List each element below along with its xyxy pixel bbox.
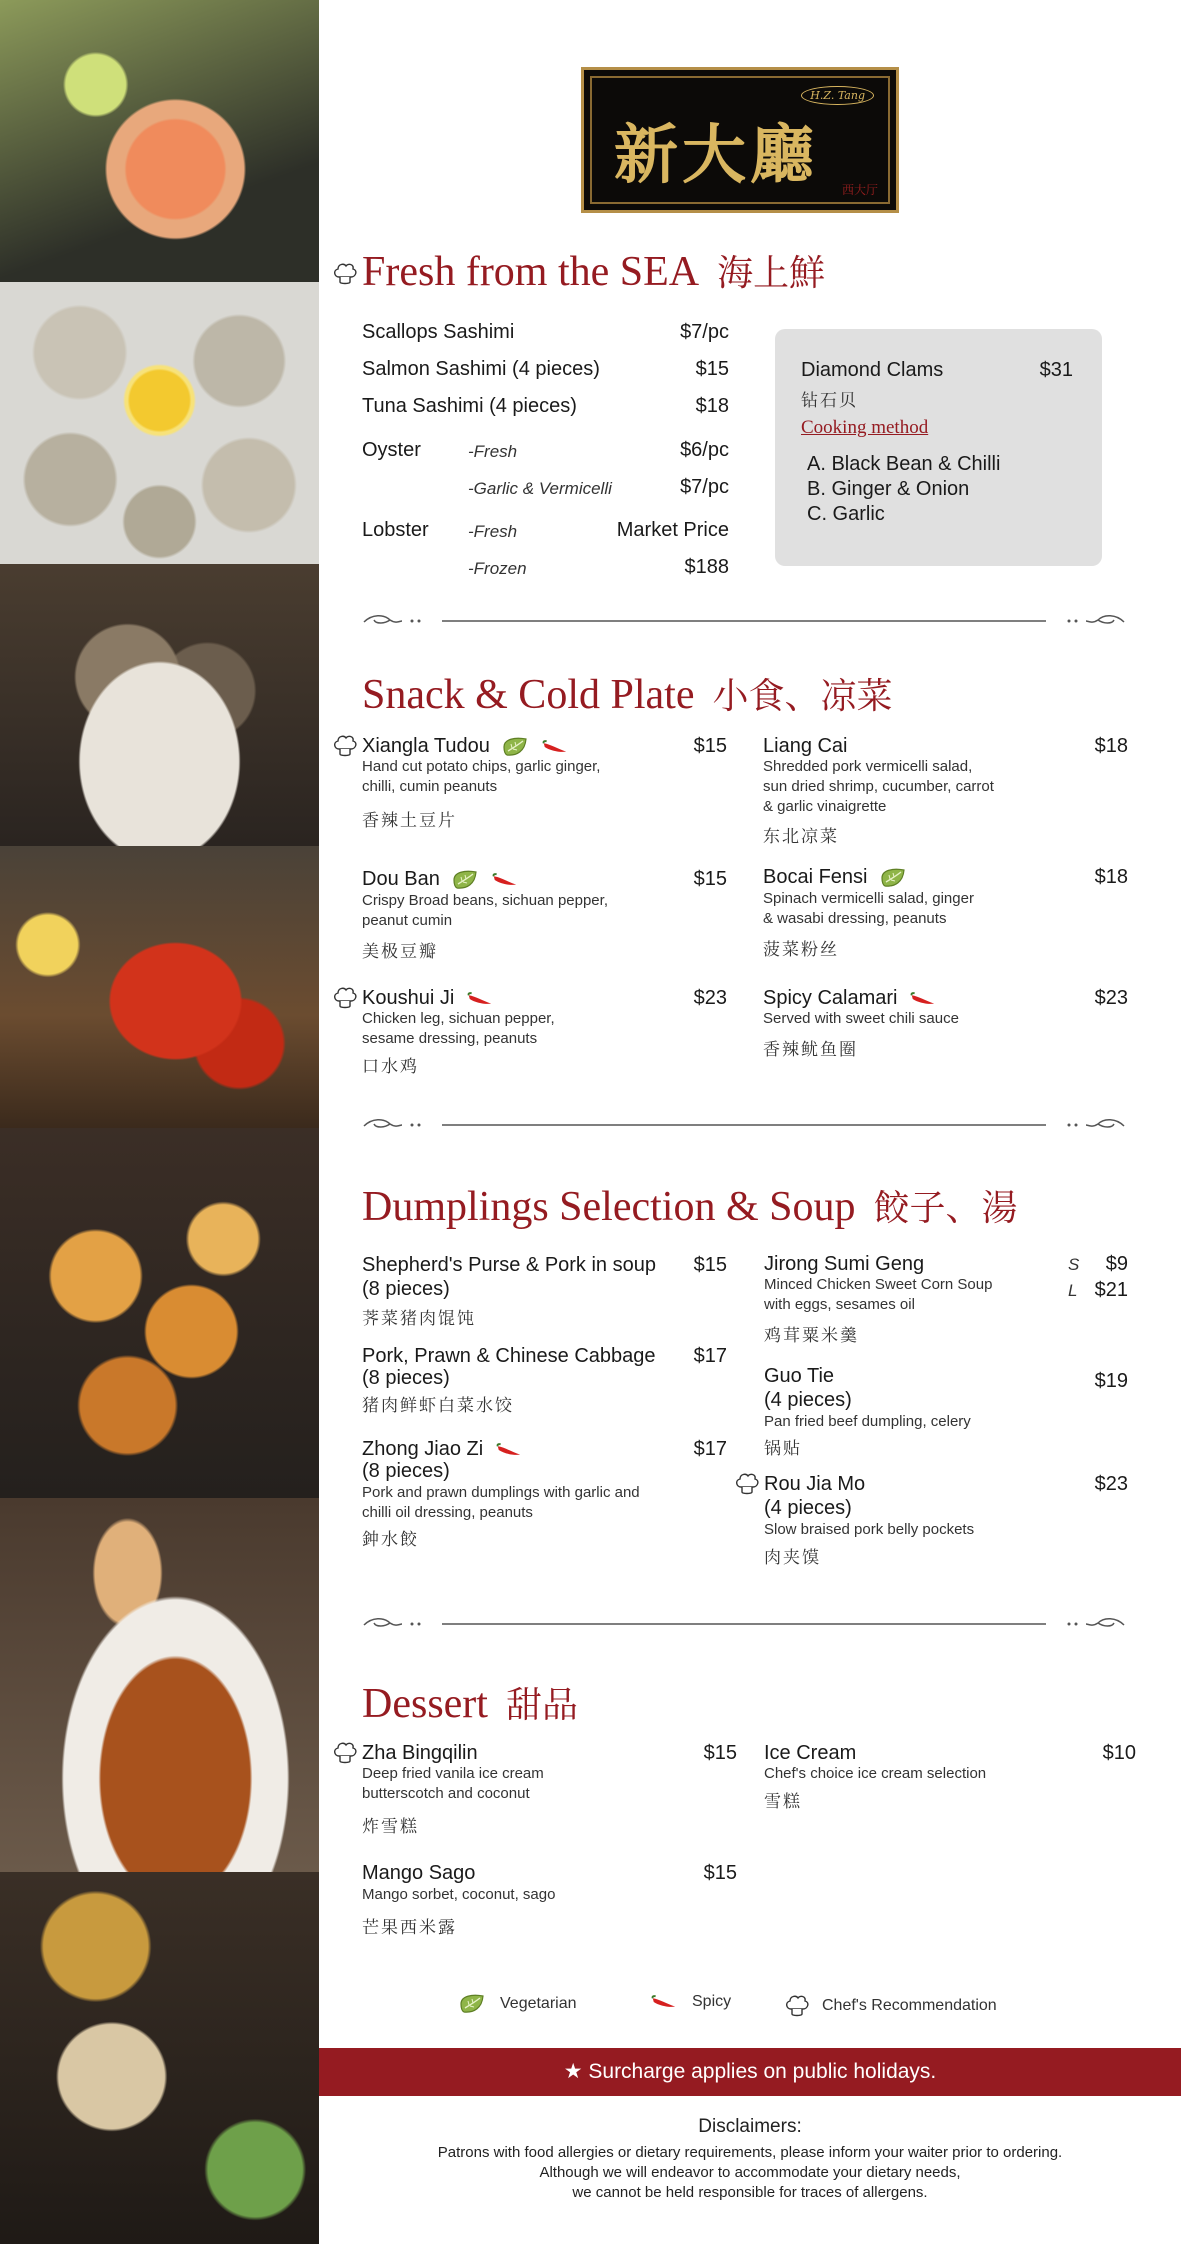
logo-signature: H.Z. Tang <box>801 86 874 105</box>
item-name-zh: 肉夹馍 <box>764 1548 821 1568</box>
vegetarian-leaf-icon <box>458 1993 486 2015</box>
size-label: L <box>1068 1281 1078 1300</box>
item-name-zh: 香辣鱿鱼圈 <box>763 1040 858 1060</box>
item-name: Zha Bingqilin <box>362 1742 478 1764</box>
option-label: -Fresh <box>468 522 518 541</box>
menu-item: Bocai Fensi <box>763 866 907 889</box>
photo-clams <box>0 564 319 846</box>
chili-pepper-icon <box>491 872 519 888</box>
item-portion: (4 pieces) <box>764 1497 852 1519</box>
item-description: Served with sweet chili sauce <box>763 1010 959 1027</box>
item-price: $18 <box>695 395 729 417</box>
photo-potato-chips <box>0 1128 319 1498</box>
chef-hat-icon <box>332 261 358 287</box>
cooking-method-option: A. Black Bean & Chilli <box>807 453 1001 475</box>
item-description: peanut cumin <box>362 912 453 929</box>
chef-hat-icon <box>332 1740 358 1766</box>
cooking-method-option: C. Garlic <box>807 503 885 525</box>
item-price: $17 <box>693 1438 727 1460</box>
section-title-dessert: Dessert 甜品 <box>362 1681 578 1727</box>
item-price: $18 <box>1094 866 1128 888</box>
item-name: Jirong Sumi Geng <box>764 1253 925 1275</box>
item-name-zh: 鸡茸粟米羹 <box>764 1326 859 1346</box>
item-name-zh: 荠菜猪肉馄饨 <box>362 1309 476 1329</box>
chili-pepper-icon <box>495 1442 523 1458</box>
item-price: $19 <box>1094 1370 1128 1392</box>
item-price: $31 <box>1039 359 1073 381</box>
section-divider <box>362 606 1126 636</box>
item-name: Tuna Sashimi (4 pieces) <box>362 395 577 417</box>
vegetarian-leaf-icon <box>501 736 529 758</box>
item-name-lobster: Lobster <box>362 519 429 541</box>
cooking-method-label: Cooking method <box>801 417 929 438</box>
item-price: $23 <box>693 987 727 1009</box>
item-description: Mango sorbet, coconut, sago <box>362 1886 556 1903</box>
item-name-zh: 锅贴 <box>764 1439 802 1459</box>
chef-hat-icon <box>734 1471 760 1497</box>
photo-strip <box>0 0 319 2244</box>
size-label: S <box>1068 1255 1080 1274</box>
vegetarian-leaf-icon <box>879 867 907 889</box>
surcharge-banner: ★ Surcharge applies on public holidays. <box>319 2048 1181 2096</box>
item-name: Pork, Prawn & Chinese Cabbage <box>362 1345 656 1367</box>
item-price: $15 <box>693 868 727 890</box>
item-description: & garlic vinaigrette <box>763 798 887 815</box>
photo-oysters <box>0 282 319 564</box>
item-name: Diamond Clams <box>801 359 944 381</box>
disclaimer-line: we cannot be held responsible for traces of allergens. <box>572 2184 928 2201</box>
item-name-zh: 菠菜粉丝 <box>763 940 839 960</box>
photo-dumplings <box>0 1872 319 2244</box>
item-name: Scallops Sashimi <box>362 321 515 343</box>
legend-spicy: Spicy <box>650 1993 731 2011</box>
item-price: $18 <box>1094 735 1128 757</box>
item-description: & wasabi dressing, peanuts <box>763 910 947 927</box>
item-description: Minced Chicken Sweet Corn Soup <box>764 1276 993 1293</box>
item-description: Spinach vermicelli salad, ginger <box>763 890 974 907</box>
item-name: Ice Cream <box>764 1742 857 1764</box>
option-label: -Frozen <box>468 559 527 578</box>
item-name-zh: 炸雪糕 <box>362 1817 419 1837</box>
option-label: -Garlic & Vermicelli <box>468 479 612 498</box>
item-name-zh: 口水鸡 <box>362 1057 419 1077</box>
disclaimer-title: Disclaimers: <box>698 2116 802 2137</box>
item-description: Pork and prawn dumplings with garlic and <box>362 1484 640 1501</box>
item-name-zh: 东北凉菜 <box>763 827 839 847</box>
chili-pepper-icon <box>650 1994 678 2010</box>
item-price: $21 <box>1094 1279 1128 1301</box>
item-price: $7/pc <box>680 321 729 343</box>
item-description: Chicken leg, sichuan pepper, <box>362 1010 555 1027</box>
menu-item: Koushui Ji <box>362 987 494 1010</box>
item-name: Liang Cai <box>763 735 848 757</box>
item-portion: (8 pieces) <box>362 1460 450 1482</box>
chili-pepper-icon <box>466 991 494 1007</box>
item-name: Guo Tie <box>764 1365 835 1387</box>
item-name-zh: 雪糕 <box>764 1792 802 1812</box>
item-name: Salmon Sashimi (4 pieces) <box>362 358 600 380</box>
item-price: $188 <box>684 556 729 578</box>
cooking-method-option: B. Ginger & Onion <box>807 478 970 500</box>
item-name-oyster: Oyster <box>362 439 421 461</box>
option-label: -Fresh <box>468 442 518 461</box>
item-description: Pan fried beef dumpling, celery <box>764 1413 971 1430</box>
chili-pepper-icon <box>909 991 937 1007</box>
photo-lobster <box>0 846 319 1128</box>
section-title-sea: Fresh from the SEA 海上鮮 <box>362 249 826 295</box>
item-description: Crispy Broad beans, sichuan pepper, <box>362 892 608 909</box>
item-price: $10 <box>1102 1742 1136 1764</box>
item-name-zh: 钻石贝 <box>801 391 858 411</box>
item-description: Chef's choice ice cream selection <box>764 1765 987 1782</box>
item-description: Slow braised pork belly pockets <box>764 1521 975 1538</box>
item-price: $15 <box>695 358 729 380</box>
section-divider <box>362 1110 1126 1140</box>
item-description: Shredded pork vermicelli salad, <box>763 758 973 775</box>
restaurant-logo <box>581 67 899 213</box>
item-name: Rou Jia Mo <box>764 1473 866 1495</box>
photo-chicken-dish <box>0 1498 319 1872</box>
item-description: chilli, cumin peanuts <box>362 778 498 795</box>
item-price: $23 <box>1094 987 1128 1009</box>
item-price: $15 <box>693 1254 727 1276</box>
item-price: $15 <box>703 1862 737 1884</box>
item-name-zh: 鈡水餃 <box>362 1530 419 1550</box>
item-portion: (8 pieces) <box>362 1278 450 1300</box>
item-price: $15 <box>703 1742 737 1764</box>
item-description: sun dried shrimp, cucumber, carrot <box>763 778 994 795</box>
item-price: $23 <box>1094 1473 1128 1495</box>
menu-item: Spicy Calamari <box>763 987 937 1010</box>
chef-hat-icon <box>784 1993 810 2019</box>
menu-item: Xiangla Tudou <box>362 735 569 758</box>
item-portion: (8 pieces) <box>362 1367 450 1389</box>
section-divider <box>362 1609 1126 1639</box>
item-name-zh: 美极豆瓣 <box>362 942 438 962</box>
menu-item: Dou Ban <box>362 868 519 891</box>
chili-pepper-icon <box>541 739 569 755</box>
item-portion: (4 pieces) <box>764 1389 852 1411</box>
section-title-dumplings: Dumplings Selection & Soup 餃子、湯 <box>362 1184 1018 1230</box>
logo-text: 新大廳 <box>614 118 818 193</box>
chef-hat-icon <box>332 733 358 759</box>
item-description: chilli oil dressing, peanuts <box>362 1504 533 1521</box>
item-description: Deep fried vanila ice cream <box>362 1765 544 1782</box>
photo-salmon-sashimi <box>0 0 319 282</box>
legend-vegetarian: Vegetarian <box>458 1993 577 2015</box>
item-name-zh: 芒果西米露 <box>362 1918 457 1938</box>
item-price: $17 <box>693 1345 727 1367</box>
vegetarian-leaf-icon <box>451 869 479 891</box>
legend-chef: Chef's Recommendation <box>784 1993 997 2019</box>
chef-hat-icon <box>332 985 358 1011</box>
item-name-zh: 猪肉鲜虾白菜水饺 <box>362 1396 514 1416</box>
item-price: $15 <box>693 735 727 757</box>
item-price: $6/pc <box>680 439 729 461</box>
item-description: sesame dressing, peanuts <box>362 1030 538 1047</box>
item-price: $7/pc <box>680 476 729 498</box>
item-description: Hand cut potato chips, garlic ginger, <box>362 758 601 775</box>
item-name: Shepherd's Purse & Pork in soup <box>362 1254 656 1276</box>
item-name: Mango Sago <box>362 1862 476 1884</box>
logo-seal: 西大厅 <box>841 183 878 197</box>
item-description: with eggs, sesames oil <box>764 1296 915 1313</box>
item-name-zh: 香辣土豆片 <box>362 811 457 831</box>
disclaimer-line: Although we will endeavor to accommodate your dietary needs, <box>539 2164 961 2181</box>
disclaimer-line: Patrons with food allergies or dietary requirements, please inform your waiter prior to ordering. <box>437 2144 1063 2161</box>
item-description: butterscotch and coconut <box>362 1785 530 1802</box>
section-title-snack: Snack & Cold Plate 小食、凉菜 <box>362 672 893 718</box>
item-price: Market Price <box>616 519 729 541</box>
item-price: $9 <box>1105 1253 1128 1275</box>
menu-item: Zhong Jiao Zi <box>362 1438 523 1461</box>
